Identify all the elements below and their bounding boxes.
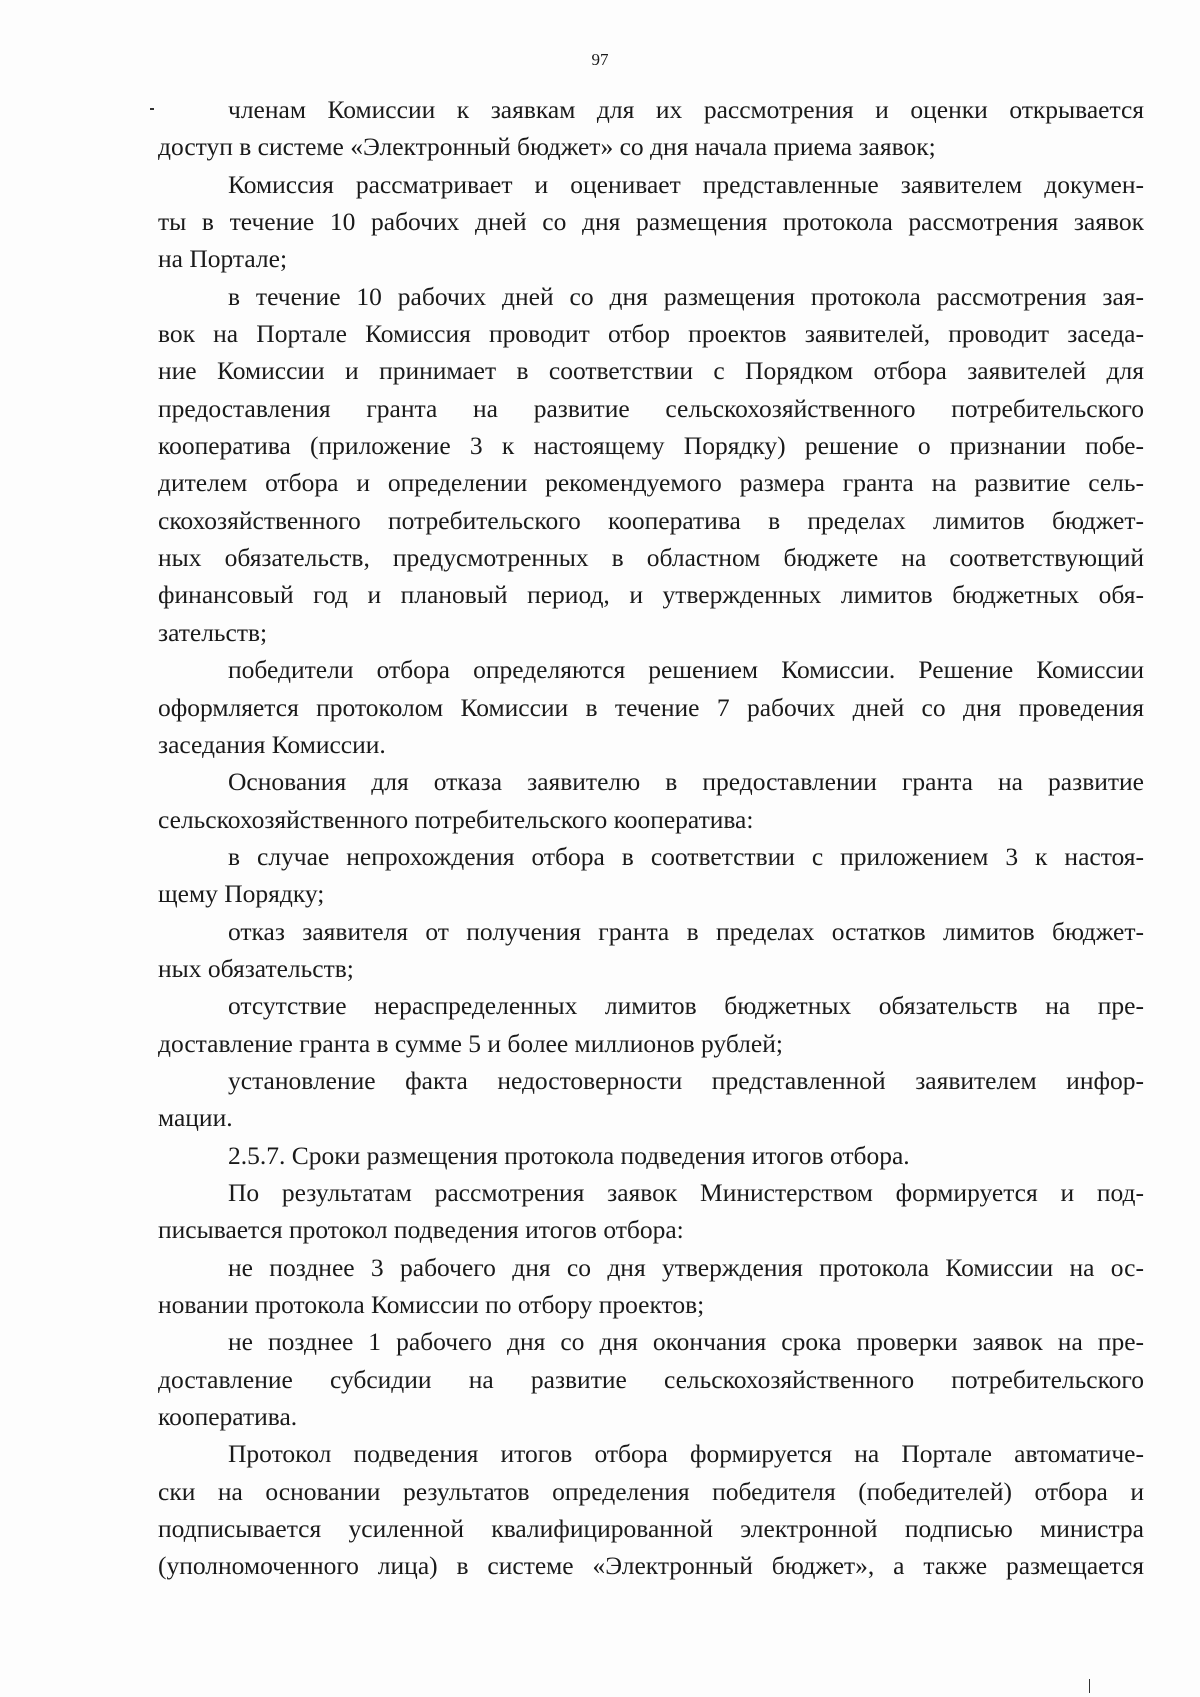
text-line: писывается протокол подведения итогов отбора: xyxy=(158,1215,684,1245)
scan-mark xyxy=(1089,1679,1090,1693)
scan-mark xyxy=(150,108,154,110)
text-line: мации. xyxy=(158,1103,233,1133)
text-line: щему Порядку; xyxy=(158,879,325,909)
body-text xyxy=(158,91,1144,1585)
text-line: Основания для отказа заявителю в предоставлении гранта на развитие xyxy=(228,767,1144,797)
text-line: не позднее 3 рабочего дня со дня утверждения протокола Комиссии на ос- xyxy=(228,1252,1144,1282)
text-line: доставление субсидии на развитие сельскохозяйственного потребительского xyxy=(158,1364,1144,1394)
text-line: оформляется протоколом Комиссии в течение 7 рабочих дней со дня проведения xyxy=(158,692,1144,722)
text-line: дителем отбора и определении рекомендуемого размера гранта на развитие сель- xyxy=(158,468,1144,498)
text-line: предоставления гранта на развитие сельскохозяйственного потребительского xyxy=(158,393,1144,423)
text-line: победители отбора определяются решением Комиссии. Решение Комиссии xyxy=(228,655,1144,685)
text-line: скохозяйственного потребительского кооператива в пределах лимитов бюджет- xyxy=(158,505,1144,535)
page-number: 97 xyxy=(591,50,609,69)
text-line: отсутствие нераспределенных лимитов бюджетных обязательств на пре- xyxy=(228,991,1144,1021)
text-line: членам Комиссии к заявкам для их рассмотрения и оценки открывается xyxy=(228,95,1144,124)
text-line: ски на основании результатов определения победителя (победителей) отбора и xyxy=(158,1476,1144,1506)
text-line: новании протокола Комиссии по отбору проектов; xyxy=(158,1290,705,1319)
text-line: ных обязательств, предусмотренных в областном бюджете на соответствующий xyxy=(158,543,1144,573)
text-line: доступ в системе «Электронный бюджет» со дня начала приема заявок; xyxy=(158,132,936,162)
text-line: кооператива (приложение 3 к настоящему Порядку) решение о признании побе- xyxy=(158,431,1144,461)
text-line: (уполномоченного лица) в системе «Электронный бюджет», а также размещается xyxy=(158,1551,1144,1581)
text-line: заседания Комиссии. xyxy=(158,729,386,759)
text-line: вок на Портале Комиссия проводит отбор проектов заявителей, проводит заседа- xyxy=(158,319,1144,349)
text-line: зательств; xyxy=(158,617,268,647)
text-line: кооператива. xyxy=(158,1402,298,1432)
text-line: отказ заявителя от получения гранта в пределах остатков лимитов бюджет- xyxy=(228,916,1144,946)
text-line: в течение 10 рабочих дней со дня размещения протокола рассмотрения зая- xyxy=(228,281,1144,311)
text-line: Протокол подведения итогов отбора формируется на Портале автоматиче- xyxy=(228,1439,1144,1469)
text-line: Комиссия рассматривает и оценивает представленные заявителем докумен- xyxy=(228,169,1144,199)
text-line: ных обязательств; xyxy=(158,953,354,983)
text-line: не позднее 1 рабочего дня со дня окончания срока проверки заявок на пре- xyxy=(228,1327,1144,1357)
text-line: По результатам рассмотрения заявок Министерством формируется и под- xyxy=(228,1177,1144,1207)
text-line: установление факта недостоверности представленной заявителем инфор- xyxy=(228,1065,1144,1095)
text-line: ты в течение 10 рабочих дней со дня размещения протокола рассмотрения заявок xyxy=(158,207,1144,237)
text-line: ние Комиссии и принимает в соответствии с Порядком отбора заявителей для xyxy=(158,356,1144,386)
text-line: в случае непрохождения отбора в соответствии с приложением 3 к настоя- xyxy=(228,841,1144,871)
text-line: сельскохозяйственного потребительского кооператива: xyxy=(158,804,754,834)
text-line: финансовый год и плановый период, и утвержденных лимитов бюджетных обя- xyxy=(158,580,1144,610)
text-line: на Портале; xyxy=(158,244,288,274)
text-line: доставление гранта в сумме 5 и более миллионов рублей; xyxy=(158,1028,783,1058)
text-line: подписывается усиленной квалифицированной электронной подписью министра xyxy=(158,1514,1144,1544)
text-line: 2.5.7. Сроки размещения протокола подведения итогов отбора. xyxy=(228,1140,910,1170)
